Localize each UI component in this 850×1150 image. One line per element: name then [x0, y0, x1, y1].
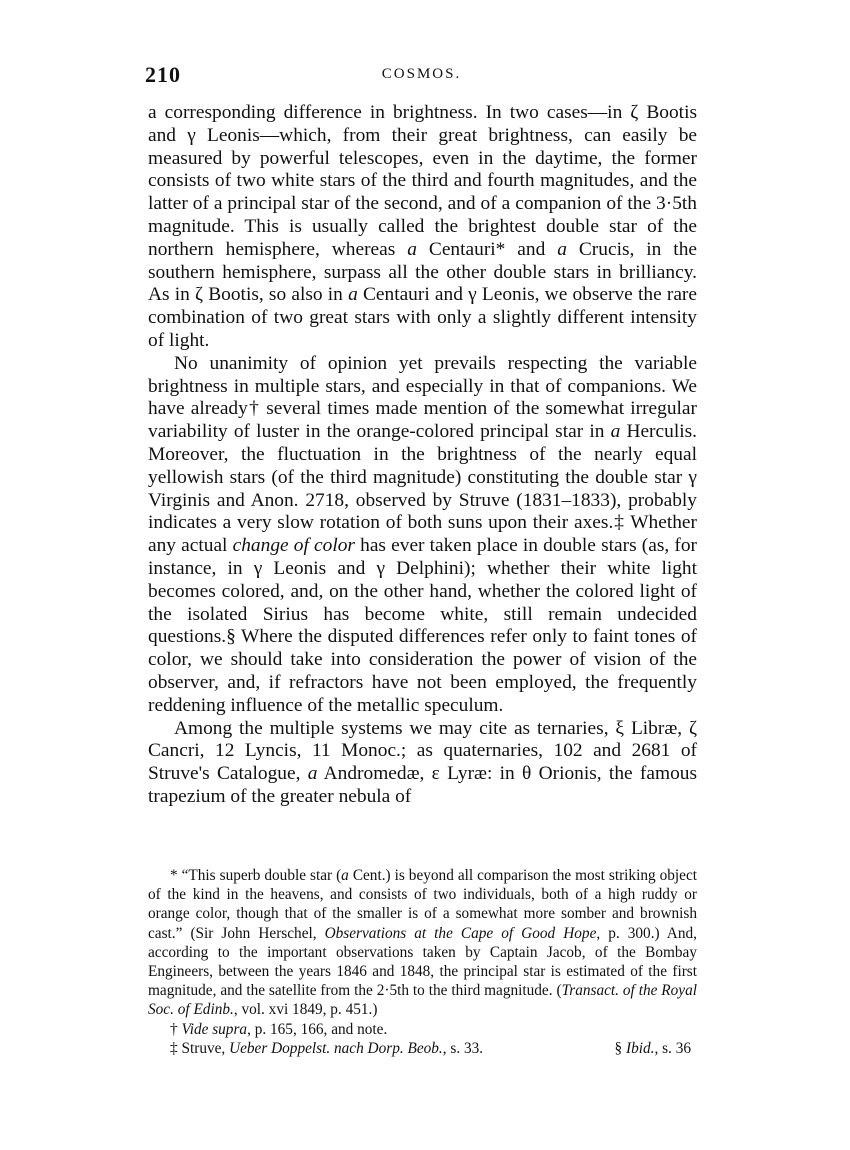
italic-text: a — [610, 421, 621, 443]
italic-text: a — [307, 763, 318, 785]
italic-text: Vide supra — [181, 1020, 248, 1038]
footnote-dagger: † Vide supra, p. 165, 166, and note. — [170, 1020, 388, 1038]
footnote-star: * “This superb double star (a Cent.) is beyond all comparison the most striking object of the kind in the heavens, and consists of two individuals, both of a high ruddy or orange color, though that of the smaller is of a somewhat more somber and brownish cast.” (Sir John Herschel, Observations at the Cape of Good Hope, p. 300.) And, according to the important observations taken by Captain Jacob, of the Bombay Engineers, between the years 1846 and 1848, the principal star is estimated of the first magnitude, and the satellite from the 2·5th to the third magnitude. (Transact. of the Royal Soc. of Edinb., vol. xvi 1849, p. 451.) — [148, 867, 697, 1019]
italic-text: Ibid. — [625, 1039, 655, 1057]
footnote-double-dagger: ‡ Struve, Ueber Doppelst. nach Dorp. Beob., s. 33. — [170, 1039, 484, 1057]
italic-text: Transact. of the Royal Soc. of Edinb. — [148, 982, 697, 1019]
body-text — [148, 102, 697, 809]
footnote-row — [148, 1039, 697, 1058]
paragraph-1: a corresponding difference in brightness. In two cases—in ζ Bootis and γ Leonis—which, from their great brightness, can easily be measured by powerful telescopes, even in the daytime, the former consists of two white stars of the third and fourth magnitudes, and the latter of a principal star of the second, and of a companion of the 3·5th magnitude. This is usually called the brightest double star of the northern hemisphere, whereas a Centauri* and a Crucis, in the southern hemisphere, surpass all the other double stars in brilliancy. As in ζ Bootis, so also in a Centauri and γ Leonis, we observe the rare combination of two great stars with only a slightly different intensity of light. — [148, 102, 697, 351]
italic-text: a — [341, 867, 349, 884]
paragraph-3: Among the multiple systems we may cite as ternaries, ξ Libræ, ζ Cancri, 12 Lyncis, 11 Monoc.; as quaternaries, 102 and 2681 of Struve's Catalogue, a Andromedæ, ε Lyræ: in θ Orionis, the famous trapezium of the greater nebula of — [148, 717, 698, 807]
paragraph-2: No unanimity of opinion yet prevails respecting the variable brightness in multiple stars, and especially in that of companions. We have already† several times made mention of the somewhat irregular variability of luster in the orange-colored principal star in a Herculis. Moreover, the fluctuation in the brightness of the nearly equal yellowish stars (of the third magnitude) constituting the double star γ Virginis and Anon. 2718, observed by Struve (1831–1833), probably indicates a very slow rotation of both suns upon their axes.‡ Whether any actual change of color has ever taken place in double stars (as, for instance, in γ Leonis and γ Delphini); whether their white light becomes colored, and, on the other hand, whether the colored light of the isolated Sirius has become white, still remain undecided questions.§ Where the disputed differences refer only to faint tones of color, we should take into consideration the power of vision of the observer, and, if refractors have not been employed, the frequently reddening influence of the metallic speculum. — [148, 352, 698, 716]
footnotes — [148, 866, 697, 1058]
italic-text: a — [407, 238, 417, 260]
running-title: COSMOS. — [381, 66, 462, 82]
italic-text: Ueber Doppelst. nach Dorp. Beob. — [229, 1039, 443, 1057]
italic-text: change of color — [232, 535, 355, 557]
italic-text: a — [348, 284, 358, 306]
page-header — [145, 62, 698, 88]
italic-text: Observations at the Cape of Good Hope — [324, 924, 597, 942]
page-number: 210 — [145, 62, 181, 87]
italic-text: a — [557, 238, 567, 260]
footnote-section: § Ibid., s. 36 — [614, 1039, 691, 1057]
